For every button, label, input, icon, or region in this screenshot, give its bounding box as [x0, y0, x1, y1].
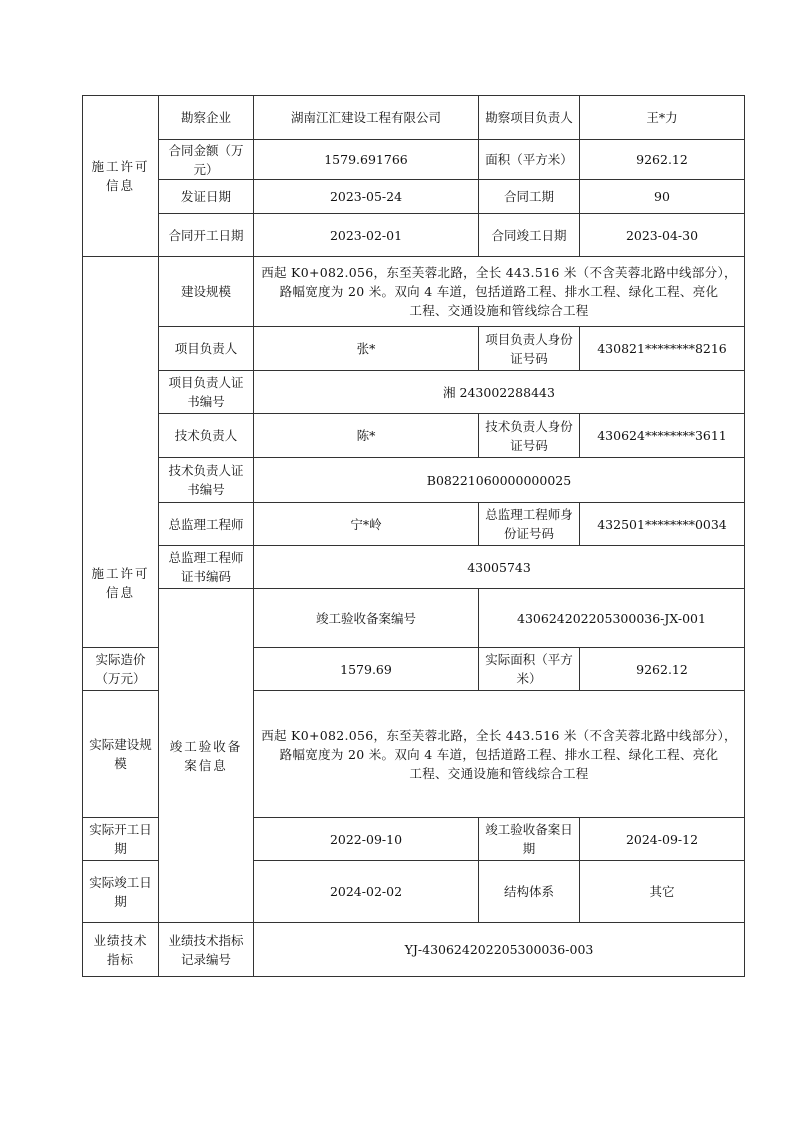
actual-scale-label: 实际建设规模 [83, 691, 159, 818]
tech-cert-value: B08221060000000025 [254, 458, 745, 503]
record-no-value: 430624202205300036-JX-001 [479, 589, 745, 648]
record-date-label: 竣工验收备案日期 [479, 818, 580, 861]
table-row [83, 589, 745, 648]
table-row [83, 327, 745, 371]
survey-company-value: 湖南江汇建设工程有限公司 [254, 96, 479, 140]
structure-label: 结构体系 [479, 861, 580, 923]
index-value: YJ-430624202205300036-003 [254, 923, 745, 977]
supervisor-label: 总监理工程师 [159, 503, 254, 546]
scale-label: 建设规模 [159, 257, 254, 327]
pm-cert-value: 湘 243002288443 [254, 371, 745, 414]
actual-start-value: 2022-09-10 [254, 818, 479, 861]
actual-cost-label: 实际造价（万元） [83, 648, 159, 691]
table-row [83, 458, 745, 503]
structure-value: 其它 [580, 861, 745, 923]
table-row [83, 503, 745, 546]
contract-amount-label: 合同金额（万元） [159, 140, 254, 180]
actual-end-value: 2024-02-02 [254, 861, 479, 923]
section-label-permit: 施工许可信息 [83, 96, 159, 257]
section-label-permit-bottom: 施工许可信息 [83, 257, 159, 648]
contract-amount-value: 1579.691766 [254, 140, 479, 180]
pm-id-label: 项目负责人身份证号码 [479, 327, 580, 371]
survey-lead-value: 王*力 [580, 96, 745, 140]
actual-start-label: 实际开工日期 [83, 818, 159, 861]
tech-id-value: 430624********3611 [580, 414, 745, 458]
index-label: 业绩技术指标记录编号 [159, 923, 254, 977]
actual-end-label: 实际竣工日期 [83, 861, 159, 923]
section-label-completion: 竣工验收备案信息 [159, 589, 254, 923]
supervisor-cert-label: 总监理工程师证书编码 [159, 546, 254, 589]
contract-start-label: 合同开工日期 [159, 214, 254, 257]
tech-value: 陈* [254, 414, 479, 458]
tech-id-label: 技术负责人身份证号码 [479, 414, 580, 458]
tech-label: 技术负责人 [159, 414, 254, 458]
supervisor-value: 宁*岭 [254, 503, 479, 546]
supervisor-cert-value: 43005743 [254, 546, 745, 589]
table-row [83, 371, 745, 414]
table-row [83, 414, 745, 458]
table-row [83, 214, 745, 257]
actual-area-label: 实际面积（平方米） [479, 648, 580, 691]
actual-area-value: 9262.12 [580, 648, 745, 691]
project-info-table [82, 95, 745, 977]
pm-cert-label: 项目负责人证书编号 [159, 371, 254, 414]
contract-period-label: 合同工期 [479, 180, 580, 214]
issue-date-label: 发证日期 [159, 180, 254, 214]
issue-date-value: 2023-05-24 [254, 180, 479, 214]
contract-end-label: 合同竣工日期 [479, 214, 580, 257]
survey-lead-label: 勘察项目负责人 [479, 96, 580, 140]
actual-scale-description: 西起 K0+082.056，东至芙蓉北路，全长 443.516 米（不含芙蓉北路中线部分）， 路幅宽度为 20 米。双向 4 车道，包括道路工程、排水工程、绿化工程、亮化 工程、交通设施和管线综合工程 [254, 691, 745, 818]
contract-end-value: 2023-04-30 [580, 214, 745, 257]
survey-company-label: 勘察企业 [159, 96, 254, 140]
area-label: 面积（平方米） [479, 140, 580, 180]
actual-cost-value: 1579.69 [254, 648, 479, 691]
pm-id-value: 430821********8216 [580, 327, 745, 371]
supervisor-id-value: 432501********0034 [580, 503, 745, 546]
contract-start-value: 2023-02-01 [254, 214, 479, 257]
tech-cert-label: 技术负责人证书编号 [159, 458, 254, 503]
pm-label: 项目负责人 [159, 327, 254, 371]
contract-period-value: 90 [580, 180, 745, 214]
scale-description: 西起 K0+082.056，东至芙蓉北路，全长 443.516 米（不含芙蓉北路中线部分）， 路幅宽度为 20 米。双向 4 车道，包括道路工程、排水工程、绿化工程、亮化 工程、交通设施和管线综合工程 [254, 257, 745, 327]
supervisor-id-label: 总监理工程师身份证号码 [479, 503, 580, 546]
section-label-performance: 业绩技术指标 [83, 923, 159, 977]
table-row [83, 923, 745, 977]
record-date-value: 2024-09-12 [580, 818, 745, 861]
table-row [83, 96, 745, 140]
record-no-label: 竣工验收备案编号 [254, 589, 479, 648]
area-value: 9262.12 [580, 140, 745, 180]
pm-value: 张* [254, 327, 479, 371]
table-row [83, 180, 745, 214]
table-row [83, 140, 745, 180]
table-row [83, 546, 745, 589]
table-row [83, 257, 745, 327]
